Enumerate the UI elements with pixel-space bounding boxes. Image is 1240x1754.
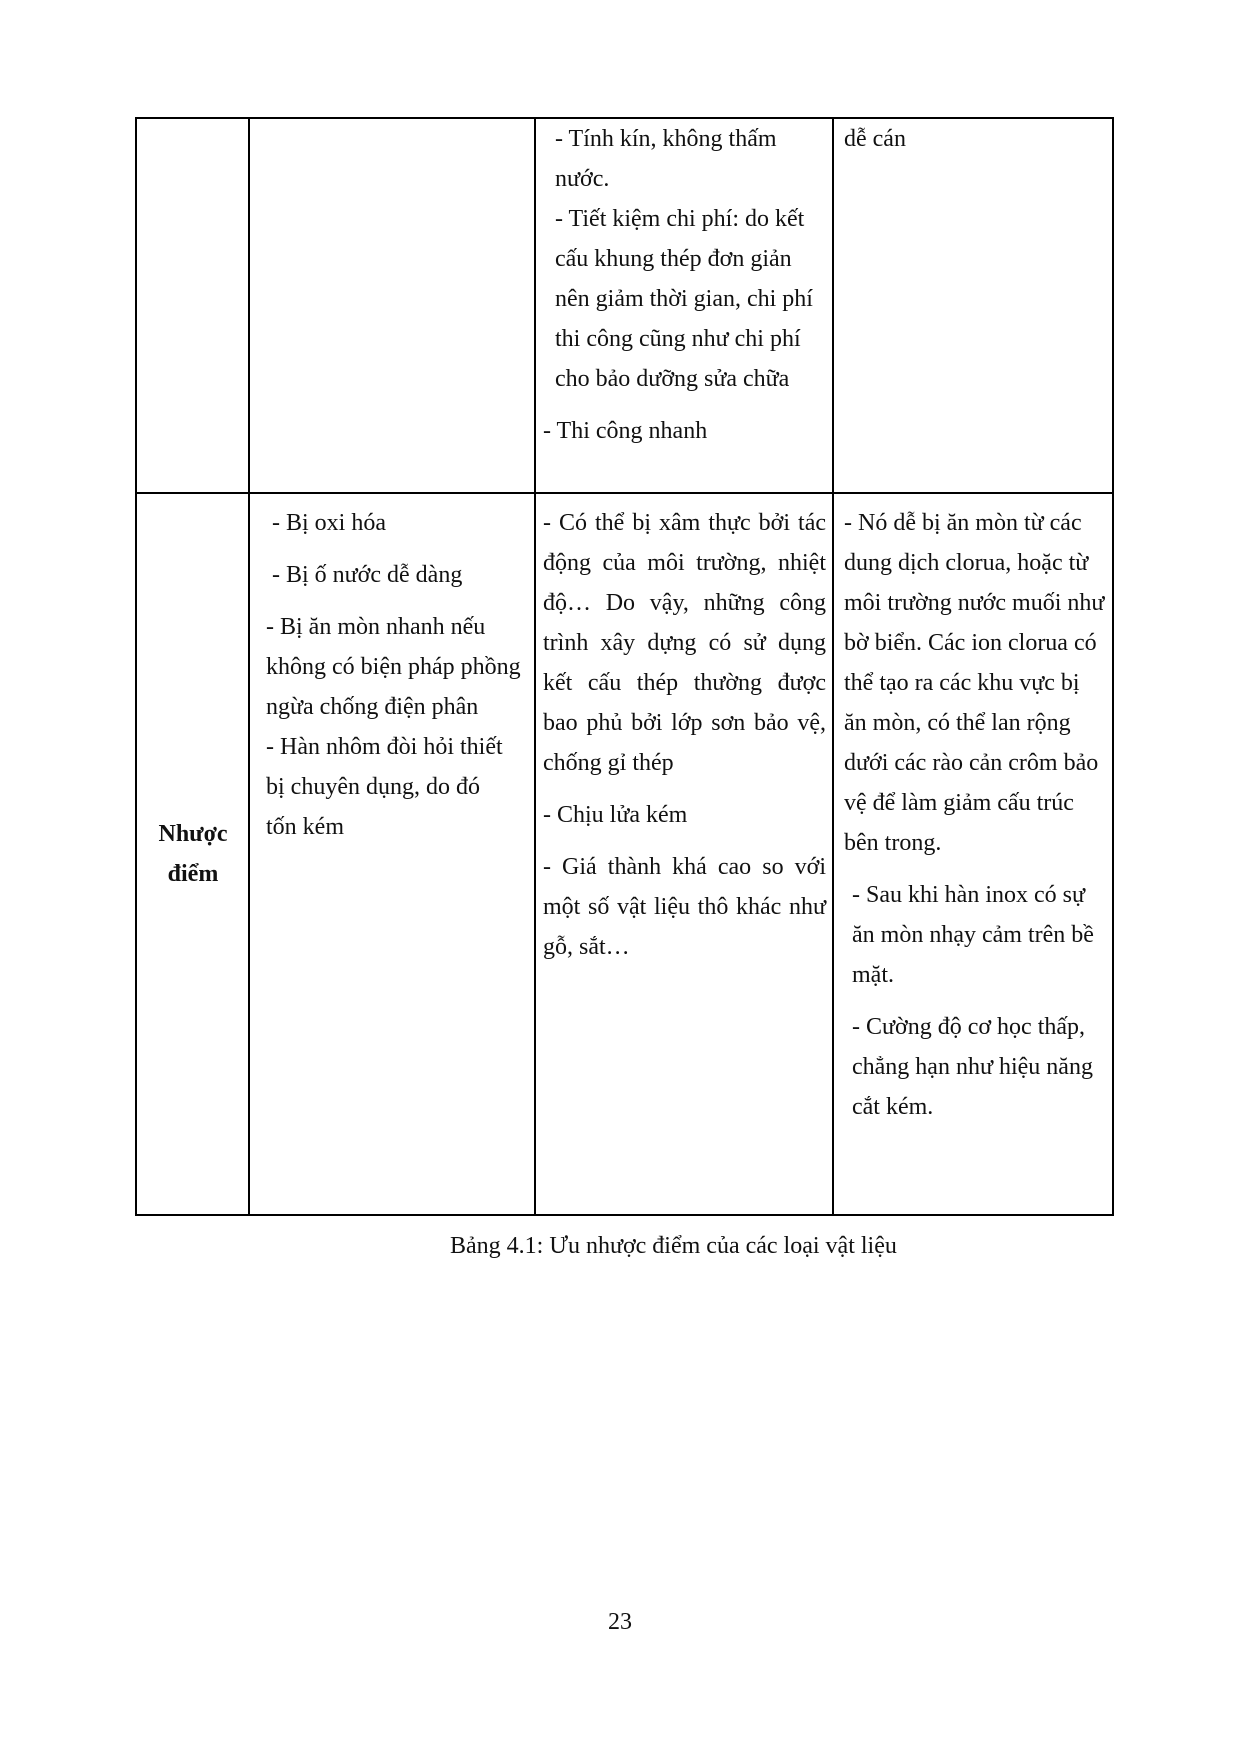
table-border-right xyxy=(1112,117,1114,1216)
row-label-disadvantages: Nhược điểm xyxy=(158,821,228,887)
row2-col2-cell xyxy=(266,503,526,847)
table-border-left xyxy=(135,117,137,1216)
table-divider-col3 xyxy=(832,117,834,1216)
row2-col4-cell xyxy=(844,503,1106,1127)
row2-col4-item: - Nó dễ bị ăn mòn từ các dung dịch clorua, hoặc từ môi trường nước muối như bờ biển. Các ion clorua có thể tạo ra các khu vực bị ăn mòn, có thể lan rộng dưới các rào cản crôm bảo vệ để làm giảm cấu trúc bên trong. xyxy=(844,510,1105,856)
row1-col3-cell xyxy=(543,119,827,451)
table-divider-col1 xyxy=(248,117,250,1216)
row2-col3-item: - Chịu lửa kém xyxy=(543,802,688,828)
row1-col4-cell xyxy=(844,119,1104,159)
table-row-divider xyxy=(135,492,1114,494)
row2-col2-item: - Hàn nhôm đòi hỏi thiết bị chuyên dụng, do đó tốn kém xyxy=(266,734,503,840)
row2-col4-item: - Sau khi hàn inox có sự ăn mòn nhạy cảm trên bề mặt. xyxy=(852,882,1094,988)
table-divider-col2 xyxy=(534,117,536,1216)
row2-col2-item: - Bị ăn mòn nhanh nếu không có biện pháp phồng ngừa chống điện phân xyxy=(266,614,521,720)
row1-col3-item: - Thi công nhanh xyxy=(543,418,708,444)
row2-col3-item: - Giá thành khá cao so với một số vật liệu thô khác như gỗ, sắt… xyxy=(543,854,826,960)
table-border-bottom xyxy=(135,1214,1114,1216)
page-number: 23 xyxy=(608,1609,632,1635)
row1-col3-item: - Tiết kiệm chi phí: do kết cấu khung thép đơn giản nên giảm thời gian, chi phí thi công cũng như chi phí cho bảo dưỡng sửa chữa xyxy=(555,206,813,392)
row2-col3-cell xyxy=(543,503,826,967)
row1-col4-text: dễ cán xyxy=(844,126,906,152)
row1-col3-item: - Tính kín, không thấm nước. xyxy=(555,126,777,192)
row2-col2-item: - Bị oxi hóa xyxy=(272,510,386,536)
row2-col2-item: - Bị ố nước dễ dàng xyxy=(272,562,463,588)
table-caption: Bảng 4.1: Ưu nhược điểm của các loại vật liệu xyxy=(450,1233,897,1259)
materials-table xyxy=(135,117,1114,1216)
row2-col4-item: - Cường độ cơ học thấp, chẳng hạn như hiệu năng cắt kém. xyxy=(852,1014,1093,1120)
row2-col3-item: - Có thể bị xâm thực bởi tác động của môi trường, nhiệt độ… Do vậy, những công trình xây dựng có sử dụng kết cấu thép thường được bao phủ bởi lớp sơn bảo vệ, chống gỉ thép xyxy=(543,510,826,776)
